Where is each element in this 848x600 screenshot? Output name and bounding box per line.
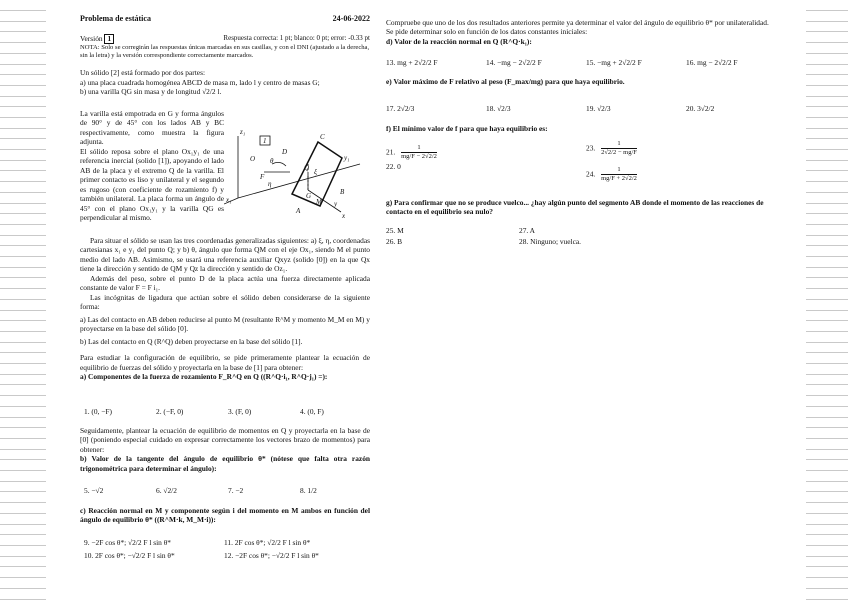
- option-3[interactable]: 3. (F, 0): [228, 407, 252, 416]
- ruled-line: [806, 42, 848, 43]
- option-21-label: 21.: [386, 147, 396, 157]
- ruled-line: [806, 545, 848, 546]
- fig-label-d: D: [282, 148, 288, 156]
- qc-section: [80, 506, 370, 525]
- ruled-line: [806, 352, 848, 353]
- ruled-line: [0, 577, 46, 578]
- option-22[interactable]: 22. 0: [386, 162, 401, 171]
- figure-diagram: [224, 124, 370, 224]
- ruled-line: [806, 64, 848, 65]
- ruled-line: [0, 566, 46, 567]
- ruled-line: [0, 288, 46, 289]
- ruled-line: [0, 117, 46, 118]
- option-21[interactable]: [386, 144, 437, 162]
- ruled-line: [0, 96, 46, 97]
- fig-label-1: 1: [263, 137, 267, 145]
- ruled-line: [806, 384, 848, 385]
- ruled-line: [806, 267, 848, 268]
- right-intro2: Se pide determinar solo en función de los datos constantes iniciales:: [386, 27, 588, 37]
- ruled-line: [806, 21, 848, 22]
- scoring-text: Respuesta correcta: 1 pt; blanco: 0 pt; error: -0.33 pt: [223, 34, 370, 43]
- ruled-line: [0, 342, 46, 343]
- ruled-line: [806, 138, 848, 139]
- ruled-line: [0, 502, 46, 503]
- option-5[interactable]: 5. −√2: [84, 486, 104, 495]
- qa-label: a) Componentes de la fuerza de rozamiento F_R^Q en Q ((R^Q·i₁, R^Q·j₁) =):: [80, 372, 328, 382]
- ruled-line: [806, 481, 848, 482]
- fig-label-o: O: [250, 155, 256, 163]
- qe-label: e) Valor máximo de F relativo al peso (F_max/mg) para que haya equilibrio.: [386, 77, 625, 86]
- qd-options: [386, 58, 786, 67]
- fig-label-y1: y₁: [344, 154, 350, 162]
- ruled-line: [0, 160, 46, 161]
- ruled-line: [806, 160, 848, 161]
- option-10[interactable]: 10. 2F cos θ*; −√2/2 F l sin θ*: [84, 551, 175, 561]
- ruled-line: [806, 117, 848, 118]
- fig-label-g: G: [306, 192, 312, 200]
- ruled-line: [0, 235, 46, 236]
- fig-label-y: y: [334, 200, 338, 208]
- ruled-line: [0, 31, 46, 32]
- ruled-line: [0, 384, 46, 385]
- ruled-line: [806, 470, 848, 471]
- ruled-line: [806, 406, 848, 407]
- ruled-line: [0, 106, 46, 107]
- ruled-line: [806, 10, 848, 11]
- ruled-line: [0, 363, 46, 364]
- desc-p2: El sólido reposa sobre el plano Ox₁y₁ de una referencia inercial (solido [1]), apoyando el lado AB de la placa y el extremo Q de la varilla. El primer contacto es liso y unilateral y el segundo es rugoso (con coeficiente de rozamiento f) y también unilateral. La placa forma un ángulo de 45° con el plano Ox₁y₁ y la varilla QG es perpendicular al mismo.: [80, 146, 224, 223]
- option-2[interactable]: 2. (−F, 0): [156, 407, 184, 416]
- option-24-fraction: $\frac{1}{mg/F + 2√2/2}$: [601, 166, 637, 183]
- option-11[interactable]: 11. 2F cos θ*; √2/2 F l sin θ*: [224, 538, 311, 547]
- ruled-line: [806, 556, 848, 557]
- qg-section: [386, 198, 786, 217]
- ruled-line: [0, 406, 46, 407]
- ruled-line: [0, 21, 46, 22]
- ruled-line: [0, 42, 46, 43]
- ruled-line: [0, 395, 46, 396]
- ruled-line: [806, 299, 848, 300]
- fig-label-b: B: [340, 188, 345, 196]
- ruled-line: [806, 502, 848, 503]
- cond-b: b) Las del contacto en Q (R^Q) deben proyectarse en la base del sólido [1].: [80, 336, 303, 346]
- ruled-line: [806, 427, 848, 428]
- ruled-line: [0, 192, 46, 193]
- fig-label-a: A: [296, 207, 301, 215]
- option-7[interactable]: 7. −2: [228, 486, 244, 495]
- ruled-line: [0, 138, 46, 139]
- option-6[interactable]: 6. √2/2: [156, 486, 177, 495]
- qf-options: [386, 140, 786, 188]
- option-19[interactable]: 19. √2/3: [586, 104, 611, 113]
- exam-date: 24-06-2022: [332, 14, 370, 23]
- ruled-line: [0, 556, 46, 557]
- ruled-line: [0, 481, 46, 482]
- ruled-line: [806, 288, 848, 289]
- ruled-line: [0, 427, 46, 428]
- cond-a: a) Las del contacto en AB deben reducirse al punto M (resultante R^M y momento M_M en M) y proyectarse en la base del sólido [0].: [80, 314, 370, 334]
- ruled-line: [0, 224, 46, 225]
- right-column: [386, 18, 786, 46]
- ruled-line: [0, 277, 46, 278]
- qf-section: [386, 124, 786, 133]
- ruled-line: [0, 203, 46, 204]
- option-13[interactable]: 13. mg + 2√2/2 F: [386, 58, 438, 67]
- ruled-line: [806, 31, 848, 32]
- ruled-line: [806, 149, 848, 150]
- option-15[interactable]: 15. −mg + 2√2/2 F: [586, 58, 642, 67]
- fig-label-f: F: [260, 173, 265, 181]
- option-27[interactable]: 27. A: [519, 226, 536, 235]
- fig-label-theta: θ: [270, 157, 274, 165]
- ruled-line: [806, 203, 848, 204]
- version-label: Versión: [80, 34, 103, 44]
- qa-options: [84, 407, 374, 416]
- ruled-line: [806, 331, 848, 332]
- ruled-line: [0, 352, 46, 353]
- option-24[interactable]: [586, 166, 637, 184]
- part-a: a) una placa cuadrada homogénea ABCD de masa m, lado l y centro de masas G;: [80, 77, 320, 87]
- ruled-line: [0, 524, 46, 525]
- ruled-line: [806, 128, 848, 129]
- ruled-line: [0, 170, 46, 171]
- option-12[interactable]: 12. −2F cos θ*; −√2/2 F l sin θ*: [224, 551, 319, 561]
- ruled-line: [806, 395, 848, 396]
- ruled-line: [0, 299, 46, 300]
- qg-options: [386, 226, 786, 247]
- ruled-line: [806, 85, 848, 86]
- qg-label: g) Para confirmar que no se produce vuelco... ¿hay algún punto del segmento AB donde el momento de las reacciones de contacto en el equilibrio sea nulo?: [386, 198, 764, 217]
- qe-section: [386, 77, 786, 86]
- option-26[interactable]: 26. B: [386, 237, 403, 247]
- ruled-line: [0, 438, 46, 439]
- ruled-line: [806, 245, 848, 246]
- ruled-line: [806, 224, 848, 225]
- option-16[interactable]: 16. mg − 2√2/2 F: [686, 58, 738, 67]
- ruled-line: [806, 310, 848, 311]
- ruled-line: [0, 513, 46, 514]
- option-9[interactable]: 9. −2F cos θ*; √2/2 F l sin θ*: [84, 538, 171, 547]
- ruled-line: [806, 96, 848, 97]
- qc-label: c) Reacción normal en M y componente según i del momento en M ambos en función del ángulo de equilibrio θ* ((R^M·k, M_M·i)):: [80, 506, 370, 525]
- option-14[interactable]: 14. −mg − 2√2/2 F: [486, 58, 542, 67]
- ruled-line: [806, 577, 848, 578]
- ruled-line: [0, 10, 46, 11]
- option-23[interactable]: [586, 140, 637, 158]
- ruled-line: [806, 181, 848, 182]
- ruled-line: [806, 342, 848, 343]
- ruled-line: [0, 64, 46, 65]
- fig-label-q: Q: [304, 164, 310, 172]
- ruled-line: [0, 245, 46, 246]
- ruled-line: [0, 320, 46, 321]
- ruled-line: [806, 235, 848, 236]
- ruled-line: [806, 524, 848, 525]
- desc-p5: Las incógnitas de ligadura que actúan sobre el sólido deben considerarse de la siguiente forma:: [80, 292, 370, 312]
- ruled-line: [806, 106, 848, 107]
- ruled-line: [806, 588, 848, 589]
- option-4[interactable]: 4. (0, F): [300, 407, 324, 416]
- ruled-line: [0, 459, 46, 460]
- option-24-label: 24.: [586, 169, 596, 179]
- ruled-line: [0, 181, 46, 182]
- option-25[interactable]: 25. M: [386, 226, 404, 235]
- ruled-line: [0, 417, 46, 418]
- desc-narrow: [80, 109, 224, 223]
- note-text: NOTA: Solo se corregirán las respuestas únicas marcadas en sus casillas, y con el DNI (ajustado a la derecha, sin la letra) y la versión correspondiente correctamente marcados.: [80, 43, 370, 59]
- fig-label-eta: η: [268, 180, 272, 188]
- qe-options: [386, 104, 786, 113]
- option-1[interactable]: 1. (0, −F): [84, 407, 112, 416]
- ruled-line: [806, 363, 848, 364]
- fig-label-z1: z₁: [240, 128, 246, 136]
- ruled-line: [806, 417, 848, 418]
- ruled-line: [806, 170, 848, 171]
- ruled-line: [0, 74, 46, 75]
- fig-label-m: M: [316, 198, 322, 206]
- ruled-line: [0, 310, 46, 311]
- ruled-line: [0, 85, 46, 86]
- ruled-line: [806, 374, 848, 375]
- theta-arc: [272, 162, 286, 166]
- ruled-line: [806, 256, 848, 257]
- desc-p4: Además del peso, sobre el punto D de la placa actúa una fuerza directamente aplicada constante de valor F = F i₁.: [80, 273, 370, 293]
- ruled-line: [806, 513, 848, 514]
- ruled-line: [0, 128, 46, 129]
- desc-p3: Para situar el sólido se usan las tres coordenadas generalizadas siguientes: a) ξ, η, coordenadas cartesianas x₁ e y₁ del punto Q; y b) θ, ángulo que forma QM con el eje Ox₁, siendo M el punto medio del lado AB. Asimismo, se usará una referencia auxiliar Qxyz (solido [0]) en la que Qx tiene la dirección y sentido de QM y Qz la dirección y sentido de Oz₁.: [80, 236, 370, 274]
- ruled-line: [806, 491, 848, 492]
- desc-wide: [80, 236, 370, 382]
- option-18[interactable]: 18. √2/3: [486, 104, 511, 113]
- qd-label: d) Valor de la reacción normal en Q (R^Q·k₁):: [386, 36, 532, 46]
- ruled-line: [0, 256, 46, 257]
- left-column: [80, 14, 370, 97]
- desc-p1: La varilla está empotrada en G y forma ángulos de 90° y de 45° con los lados AB y BC respectivamente, como muestra la figura adjunta.: [80, 109, 224, 147]
- version-box[interactable]: 1: [104, 34, 114, 43]
- ruled-line: [806, 320, 848, 321]
- option-28[interactable]: 28. Ninguno; vuelca.: [519, 237, 581, 247]
- ruled-line: [0, 470, 46, 471]
- ruled-line: [0, 491, 46, 492]
- ruled-line: [806, 53, 848, 54]
- fig-label-xi: ξ: [314, 168, 317, 176]
- option-8[interactable]: 8. 1/2: [300, 486, 317, 495]
- intro-line: Un sólido [2] está formado por dos partes:: [80, 68, 205, 78]
- option-17[interactable]: 17. 2√2/3: [386, 104, 415, 113]
- ruled-line: [0, 545, 46, 546]
- right-intro1: Compruebe que uno de los dos resultados anteriores permite ya determinar el valor del ángulo de equilibrio θ* por unilateralidad.: [386, 18, 769, 27]
- ruled-line: [806, 449, 848, 450]
- ruled-line: [0, 331, 46, 332]
- ruled-line: [806, 534, 848, 535]
- qb-label: b) Valor de la tangente del ángulo de equilibrio θ* (nótese que falta otra razón trigonométrica para determinar el ángulo):: [80, 454, 370, 473]
- qc-options: [84, 538, 374, 561]
- ruled-line: [806, 74, 848, 75]
- option-21-fraction: $\frac{1}{mg/F - 2√2/2}$: [401, 144, 437, 161]
- ruled-line: [0, 374, 46, 375]
- fig-label-x: x: [342, 212, 346, 220]
- ruled-line: [806, 213, 848, 214]
- ruled-line: [0, 53, 46, 54]
- qf-label: f) El mínimo valor de f para que haya equilibrio es:: [386, 124, 548, 133]
- part-b: b) una varilla QG sin masa y de longitud √2/2 l.: [80, 87, 222, 97]
- fig-label-c: C: [320, 133, 325, 141]
- option-23-fraction: $\frac{1}{2√2/2 - mg/F}$: [601, 140, 637, 157]
- ruled-line: [0, 534, 46, 535]
- option-20[interactable]: 20. 3√2/2: [686, 104, 715, 113]
- ruled-line: [806, 192, 848, 193]
- ruled-line: [0, 267, 46, 268]
- exam-title: Problema de estática: [80, 14, 151, 23]
- qb-options: [84, 486, 374, 495]
- ruled-line: [0, 213, 46, 214]
- ruled-line: [806, 438, 848, 439]
- ruled-line: [806, 459, 848, 460]
- ruled-line: [0, 588, 46, 589]
- desc-p6: Para estudiar la configuración de equilibrio, se pide primeramente plantear la ecuación de equilibrio de fuerzas del sólido y proyectarla en la base de [1] para obtener:: [80, 353, 370, 372]
- mid-section: [80, 426, 370, 473]
- mid-text: Seguidamente, plantear la ecuación de equilibrio de momentos en Q y proyectarla en la base de [0] (poniendo especial cuidado en expresar correctamente los vectores brazo de momentos) para obtener:: [80, 426, 370, 454]
- ruled-line: [0, 149, 46, 150]
- option-23-label: 23.: [586, 143, 596, 153]
- ruled-line: [806, 566, 848, 567]
- ruled-line: [0, 449, 46, 450]
- fig-label-x1: x₁: [226, 196, 232, 204]
- ruled-line: [806, 277, 848, 278]
